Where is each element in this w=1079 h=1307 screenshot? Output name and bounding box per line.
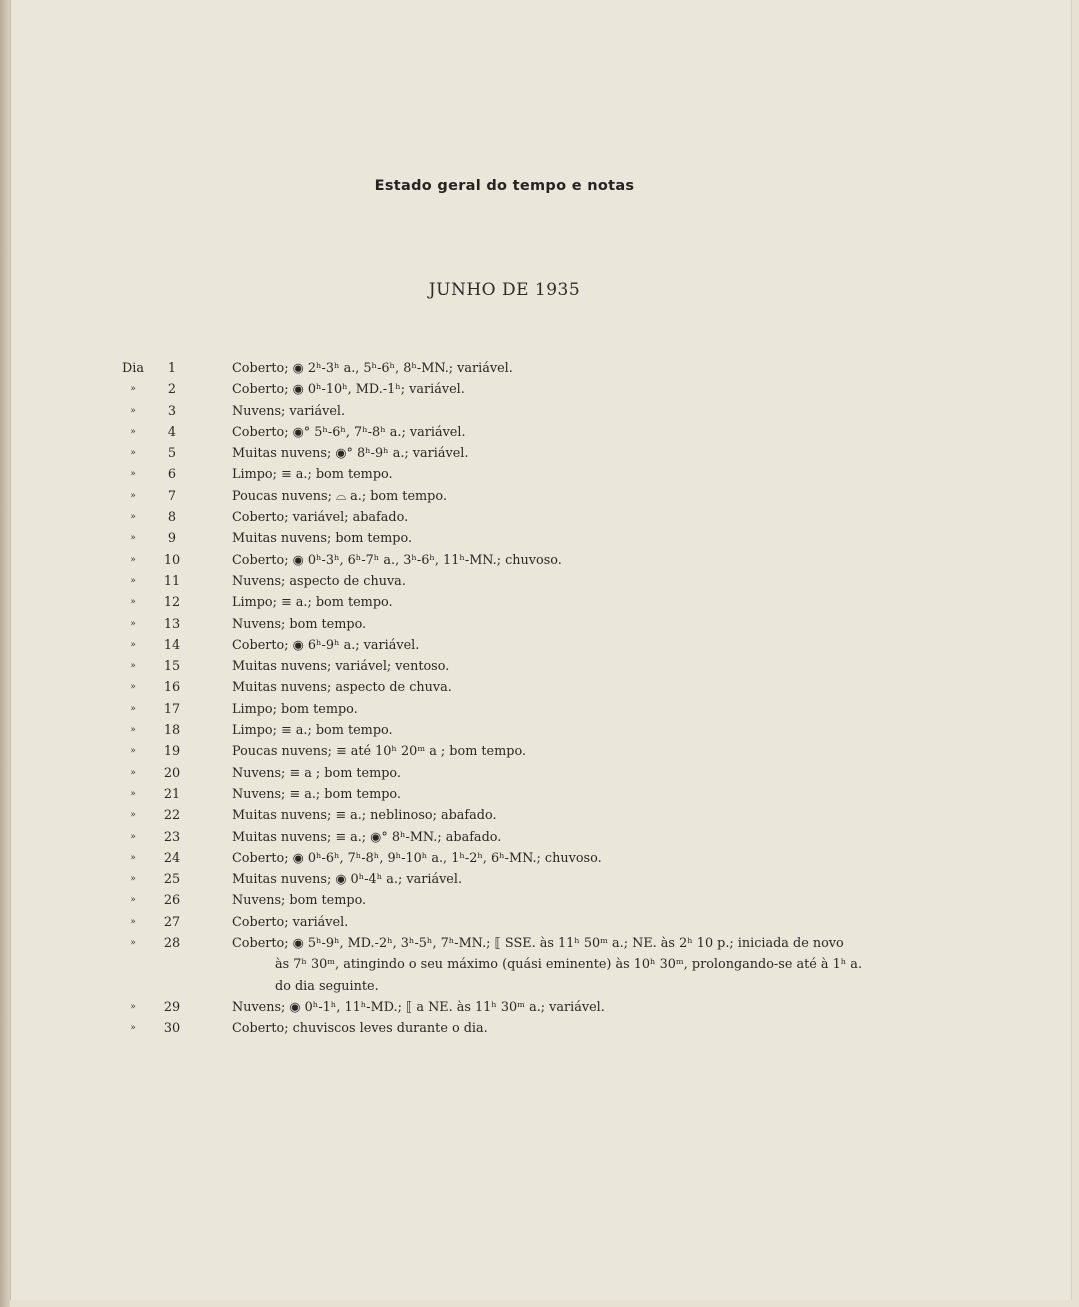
list-item bbox=[0, 571, 1060, 592]
list-item bbox=[0, 720, 1060, 741]
list-item bbox=[0, 486, 1060, 507]
weather-note: Muitas nuvens; ≡ a.; ◉° 8ʰ-MN.; abafado. bbox=[232, 829, 502, 845]
list-item bbox=[0, 848, 1060, 869]
list-item bbox=[0, 635, 1060, 656]
section-title: Estado geral do tempo e notas bbox=[374, 178, 635, 194]
weather-note: Coberto; ◉ 2ʰ-3ʰ a., 5ʰ-6ʰ, 8ʰ-MN.; variável. bbox=[232, 361, 513, 376]
list-item bbox=[0, 912, 1060, 933]
day-number: 1 bbox=[167, 361, 177, 376]
weather-note: Muitas nuvens; variável; ventoso. bbox=[232, 659, 450, 675]
list-item bbox=[0, 1018, 1060, 1039]
weather-note: Muitas nuvens; aspecto de chuva. bbox=[232, 680, 452, 696]
ditto-mark: » bbox=[130, 597, 136, 608]
day-number: 2 bbox=[167, 382, 177, 398]
weather-note: Coberto; ◉ 0ʰ-3ʰ, 6ʰ-7ʰ a., 3ʰ-6ʰ, 11ʰ-MN.; chuvoso. bbox=[232, 552, 562, 568]
weather-note: Nuvens; ≡ a ; bom tempo. bbox=[232, 765, 401, 781]
weather-note: Coberto; chuviscos leves durante o dia. bbox=[232, 1021, 488, 1037]
weather-note: Limpo; ≡ a.; bom tempo. bbox=[232, 467, 393, 483]
weather-note: Nuvens; ◉ 0ʰ-1ʰ, 11ʰ-MD.; ⟦ a NE. às 11ʰ 30ᵐ a.; variável. bbox=[232, 1000, 605, 1016]
day-number: 17 bbox=[163, 701, 181, 717]
weather-note: Coberto; ◉ 6ʰ-9ʰ a.; variável. bbox=[232, 637, 420, 653]
day-number: 3 bbox=[167, 403, 177, 419]
day-number: 11 bbox=[163, 573, 181, 589]
weather-note bbox=[232, 933, 902, 997]
list-item bbox=[0, 699, 1060, 720]
day-number: 26 bbox=[163, 893, 181, 909]
weather-note: Limpo; bom tempo. bbox=[232, 701, 358, 717]
ditto-mark: » bbox=[130, 384, 136, 395]
day-number: 9 bbox=[167, 531, 177, 547]
weather-note: Poucas nuvens; ⌓ a.; bom tempo. bbox=[232, 488, 447, 504]
weather-note: Poucas nuvens; ≡ até 10ʰ 20ᵐ a ; bom tempo. bbox=[232, 744, 526, 760]
list-item bbox=[0, 507, 1060, 528]
list-item bbox=[0, 358, 1060, 379]
list-item bbox=[0, 528, 1060, 549]
ditto-mark: » bbox=[130, 852, 136, 863]
list-item bbox=[0, 614, 1060, 635]
list-item bbox=[0, 869, 1060, 890]
weather-note-continuation: do dia seguinte. bbox=[275, 978, 379, 994]
ditto-mark: » bbox=[130, 916, 136, 927]
weather-note: Nuvens; ≡ a.; bom tempo. bbox=[232, 786, 401, 802]
day-number: 8 bbox=[167, 510, 177, 526]
list-item bbox=[0, 379, 1060, 400]
list-item bbox=[0, 890, 1060, 911]
weather-note: Muitas nuvens; ◉° 8ʰ-9ʰ a.; variável. bbox=[232, 446, 469, 462]
daily-weather-list bbox=[0, 358, 1060, 1040]
ditto-mark: » bbox=[130, 1002, 136, 1013]
weather-note-continuation: às 7ʰ 30ᵐ, atingindo o seu máximo (quási eminente) às 10ʰ 30ᵐ, prolongando-se até à 1ʰ a. bbox=[275, 957, 863, 973]
weather-note: Coberto; ◉ 0ʰ-10ʰ, MD.-1ʰ; variável. bbox=[232, 382, 465, 398]
weather-note: Muitas nuvens; ≡ a.; neblinoso; abafado. bbox=[232, 808, 497, 824]
ditto-mark: » bbox=[130, 639, 136, 650]
ditto-mark: » bbox=[130, 767, 136, 778]
day-number: 7 bbox=[167, 488, 177, 504]
list-item bbox=[0, 827, 1060, 848]
ditto-mark: » bbox=[130, 554, 136, 565]
weather-note: Muitas nuvens; ◉ 0ʰ-4ʰ a.; variável. bbox=[232, 872, 463, 888]
ditto-mark: » bbox=[130, 469, 136, 480]
day-number: 19 bbox=[163, 744, 181, 760]
day-number: 30 bbox=[163, 1021, 181, 1037]
day-number: 12 bbox=[163, 595, 181, 611]
ditto-mark: » bbox=[130, 512, 136, 523]
ditto-mark: » bbox=[130, 682, 136, 693]
ditto-mark: » bbox=[130, 405, 136, 416]
day-number: 21 bbox=[163, 786, 181, 802]
weather-note: Nuvens; bom tempo. bbox=[232, 616, 367, 632]
list-item bbox=[0, 784, 1060, 805]
ditto-mark: » bbox=[130, 661, 136, 672]
day-number: 20 bbox=[163, 765, 181, 781]
day-number: 18 bbox=[163, 723, 181, 739]
day-number: 24 bbox=[163, 850, 181, 866]
list-item bbox=[0, 805, 1060, 826]
weather-note: Coberto; ◉ 0ʰ-6ʰ, 7ʰ-8ʰ, 9ʰ-10ʰ a., 1ʰ-2ʰ, 6ʰ-MN.; chuvoso. bbox=[232, 850, 602, 866]
ditto-mark: » bbox=[130, 533, 136, 544]
weather-note: Nuvens; variável. bbox=[232, 403, 346, 419]
list-item bbox=[0, 550, 1060, 571]
ditto-mark: » bbox=[130, 810, 136, 821]
day-number: 15 bbox=[163, 659, 181, 675]
list-item bbox=[0, 464, 1060, 485]
day-number: 29 bbox=[163, 1000, 181, 1016]
day-number: 22 bbox=[163, 808, 181, 824]
list-item bbox=[0, 933, 1060, 997]
weather-note: Muitas nuvens; bom tempo. bbox=[232, 531, 413, 547]
list-item bbox=[0, 741, 1060, 762]
day-number: 6 bbox=[167, 467, 177, 483]
ditto-mark: » bbox=[130, 938, 136, 949]
day-number: 23 bbox=[163, 829, 181, 845]
list-item bbox=[0, 677, 1060, 698]
weather-note: Limpo; ≡ a.; bom tempo. bbox=[232, 595, 393, 611]
day-label: Dia bbox=[122, 361, 144, 376]
ditto-mark: » bbox=[130, 874, 136, 885]
list-item bbox=[0, 443, 1060, 464]
day-number: 13 bbox=[163, 616, 181, 632]
list-item bbox=[0, 997, 1060, 1018]
weather-note: Coberto; ◉° 5ʰ-6ʰ, 7ʰ-8ʰ a.; variável. bbox=[232, 424, 466, 440]
list-item bbox=[0, 422, 1060, 443]
day-number: 25 bbox=[163, 872, 181, 888]
ditto-mark: » bbox=[130, 703, 136, 714]
ditto-mark: » bbox=[130, 426, 136, 437]
ditto-mark: » bbox=[130, 725, 136, 736]
list-item bbox=[0, 656, 1060, 677]
weather-note: Limpo; ≡ a.; bom tempo. bbox=[232, 723, 393, 739]
list-item bbox=[0, 592, 1060, 613]
ditto-mark: » bbox=[130, 618, 136, 629]
list-item bbox=[0, 763, 1060, 784]
ditto-mark: » bbox=[130, 831, 136, 842]
ditto-mark: » bbox=[130, 1023, 136, 1034]
day-number: 10 bbox=[163, 552, 181, 568]
ditto-mark: » bbox=[130, 746, 136, 757]
weather-note: Coberto; variável. bbox=[232, 914, 349, 930]
day-number: 16 bbox=[163, 680, 181, 696]
day-number: 14 bbox=[163, 637, 181, 653]
weather-note-line: Coberto; ◉ 5ʰ-9ʰ, MD.-2ʰ, 3ʰ-5ʰ, 7ʰ-MN.; ⟦ SSE. às 11ʰ 50ᵐ a.; NE. às 2ʰ 10 p.; iniciada de novo bbox=[232, 936, 844, 952]
day-number: 4 bbox=[167, 424, 177, 440]
ditto-mark: » bbox=[130, 490, 136, 501]
weather-note: Nuvens; bom tempo. bbox=[232, 893, 367, 909]
month-title: JUNHO DE 1935 bbox=[428, 280, 581, 300]
ditto-mark: » bbox=[130, 575, 136, 586]
list-item bbox=[0, 401, 1060, 422]
ditto-mark: » bbox=[130, 448, 136, 459]
weather-note: Coberto; variável; abafado. bbox=[232, 510, 409, 526]
day-number: 27 bbox=[163, 914, 181, 930]
weather-note: Nuvens; aspecto de chuva. bbox=[232, 573, 406, 589]
ditto-mark: » bbox=[130, 788, 136, 799]
ditto-mark: » bbox=[130, 895, 136, 906]
day-number: 28 bbox=[163, 936, 181, 952]
day-number: 5 bbox=[167, 446, 177, 462]
